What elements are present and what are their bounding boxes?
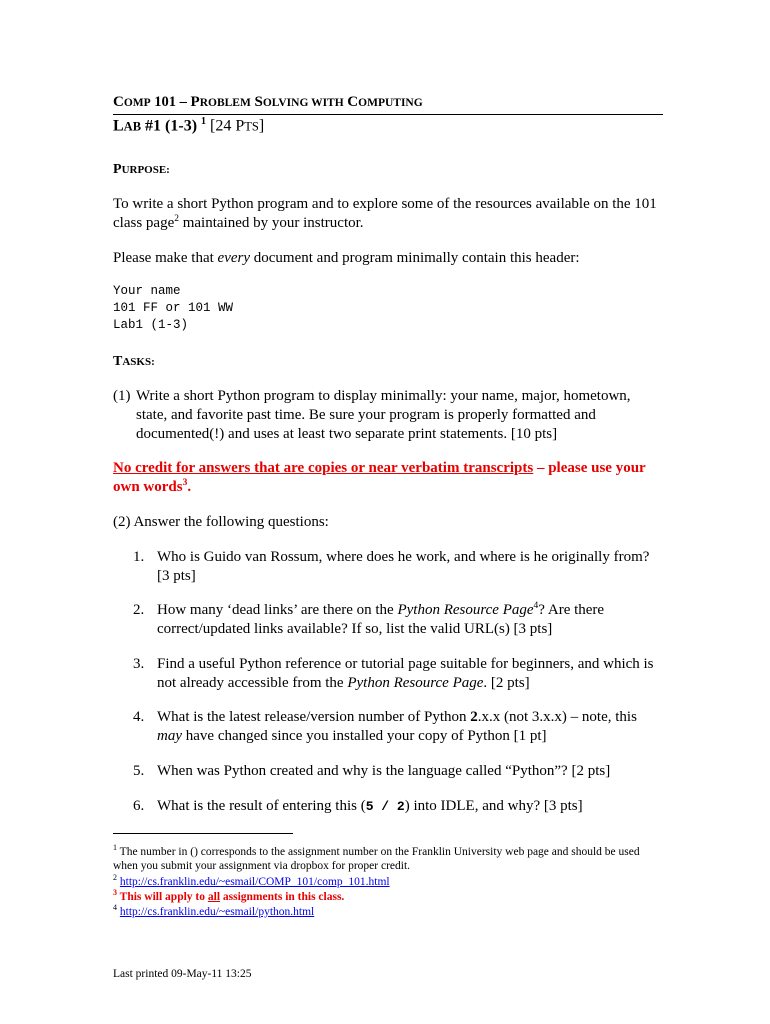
footnote-ref-1[interactable]: 1: [201, 116, 207, 127]
header-instruction: Please make that every document and program minimally contain this header:: [113, 250, 580, 266]
document-page: COMP 101 – PROBLEM SOLVING WITH COMPUTING LAB #1 (1-3) $^1$ [24 PTS] PURPOSE: To write a short Python program and to explore some of the resources available on the 101 class page$^2$ maintained by your instructor. Please make that every document and program minimally contain this header: Your name 101 FF or 101 WW Lab1 (1-3) TASKS: (1) Write a short Python program to display minimally: your name, major, hometown, state, and favorite past time. Be sure your program is properly formatted and documented(!) and uses at least two separate print statements. [10 pts] No credit for answers that are copies or near verbatim transcripts – please use your own words$^3$. (2) Answer the following questions: 1. Who is Guido van Rossum, where does he work, and where is he originally from? [3 pts] 2. How many ‘dead links’ are there on the Python Resource Page$^4$? Are there correct/updated links available? If so, list the valid URL(s) [3 pts] 3. Find a useful Python reference or tutorial page suitable for beginners, and which is not already accessible from the Python Resource Page. [2 pts] 4. What is the latest release/version number of Python 2.x.x (not 3.x.x) – note, this may have changed since you installed your copy of Python [1 pt] 5. When was Python created and why is the language called “Python”? [2 pts] 6. What is the result of entering this (5 / 2) into IDLE, and why? [3 pts] $^1$ The number in () corresponds to the assignment number on the Franklin University web page and should be used when you submit your assignment via dropbox for proper credit. $^2$ http://cs.franklin.edu/~esmail/COMP_101/comp_101.html $^3$ This will apply to all assignments in this class. $^4$ http://cs.franklin.edu/~esmail/python.html Last printed 09-May-11 13:25: [0, 0, 770, 1024]
last-printed-footer: Last printed 09-May-11 13:25: [113, 968, 252, 980]
purpose-heading: PURPOSE:: [113, 162, 170, 177]
footnote-divider: [113, 833, 293, 834]
title-divider: [113, 114, 663, 115]
code-line: Lab1 (1-3): [113, 318, 189, 332]
footnote-1: $^1$ The number in () corresponds to the assignment number on the Franklin University web page and should be used when you submit your assignment via dropbox for proper credit.: [113, 843, 640, 872]
footnote-ref-4[interactable]: 4: [533, 601, 539, 611]
task-2: (2) Answer the following questions:: [113, 514, 329, 530]
class-page-link[interactable]: http://cs.franklin.edu/~esmail/COMP_101/comp_101.html: [119, 875, 390, 888]
footnote-3: $^3$ This will apply to all assignments in this class.: [113, 888, 345, 903]
no-credit-warning: No credit for answers that are copies or near verbatim transcripts – please use your own words$^3$.: [113, 460, 646, 495]
footnote-ref-2[interactable]: 2: [174, 214, 179, 224]
footnote-4: $^4$ http://cs.franklin.edu/~esmail/python.html: [113, 903, 315, 918]
lab-title: LAB #1 (1-3) $^1$ [24 PTS]: [113, 116, 265, 135]
course-title: COMP 101 – PROBLEM SOLVING WITH COMPUTING: [113, 94, 423, 110]
purpose-paragraph: To write a short Python program and to explore some of the resources available on the 101 class page$^2$ maintained by your instructor.: [113, 196, 657, 231]
footnote-2: $^2$ http://cs.franklin.edu/~esmail/COMP_101/comp_101.html: [113, 873, 390, 888]
code-line: 101 FF or 101 WW: [113, 301, 234, 315]
python-page-link[interactable]: http://cs.franklin.edu/~esmail/python.html: [119, 905, 315, 918]
header-code-block: [113, 283, 233, 334]
footnote-ref-3[interactable]: 3: [182, 478, 188, 488]
code-line: Your name: [113, 284, 181, 298]
tasks-heading: TASKS:: [113, 354, 155, 369]
